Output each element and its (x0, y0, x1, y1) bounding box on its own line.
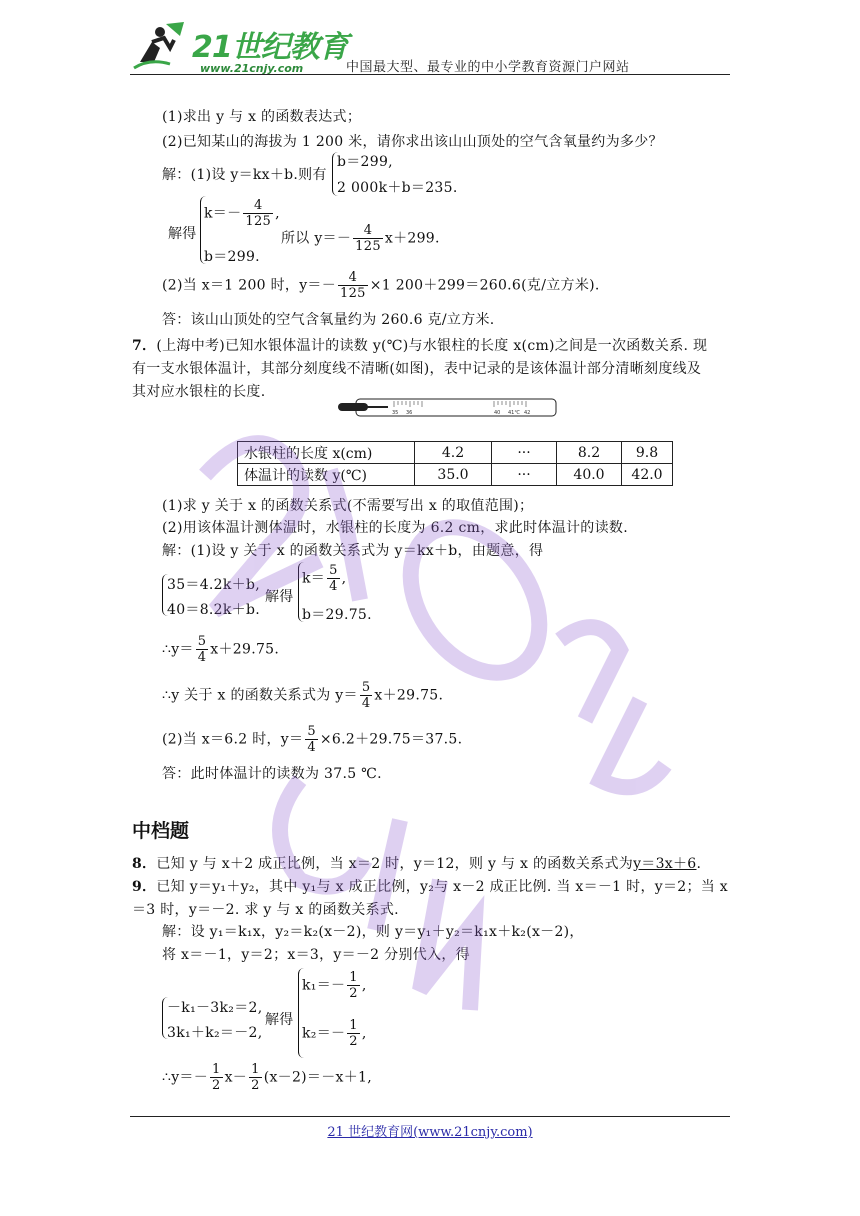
p7-line2: 有一支水银体温计，其部分刻度线不清晰(如图)，表中记录的是该体温计部分清晰刻度线及 (132, 361, 702, 377)
p9-k1-value: k₁＝－ $\frac{1}{2}$ , (302, 970, 367, 1001)
fraction: $\frac{5}{4}$ (329, 563, 338, 594)
data-table (237, 441, 673, 486)
p9-solution-2: 将 x＝－1，y＝2；x＝3，y＝－2 分别代入，得 (162, 947, 470, 963)
p6-solution-intro: 解：(1)设 y＝kx＋b.则有 (162, 167, 327, 183)
p6-part2: (2)当 x＝1 200 时，y＝－ $\frac{4}{125}$ ×1 200＋299＝260.6(克/立方米). (162, 270, 600, 301)
thermo-label-36: 36 (406, 410, 413, 416)
p6-b-value: b＝299. (204, 249, 260, 265)
p7-answer: 答：此时体温计的读数为 37.5 ℃. (162, 766, 382, 782)
fraction: $\frac{5}{4}$ (307, 724, 316, 755)
fraction: $\frac{4}{125}$ (355, 223, 381, 254)
logo-url: www.21cnjy.com (200, 62, 304, 75)
table-header-cell: 水银柱的长度 x(cm) (238, 442, 415, 464)
table-cell: 4.2 (415, 442, 492, 464)
thermo-label-40: 40 (494, 410, 501, 416)
table-header-cell: 体温计的读数 y(℃) (238, 464, 415, 486)
p7-k-value: k＝ $\frac{5}{4}$ , (302, 563, 347, 594)
header-divider (130, 74, 730, 75)
fraction: $\frac{1}{2}$ (212, 1062, 221, 1093)
footer-divider (130, 1116, 730, 1117)
p8-line: 8．已知 y 与 x＋2 成正比例，当 x＝2 时，y＝12，则 y 与 x 的函数关系式为y＝3x＋6. (132, 856, 702, 872)
p7-b-value: b＝29.75. (302, 607, 372, 623)
fraction: $\frac{5}{4}$ (197, 634, 207, 665)
p7-therefore-2: ∴y 关于 x 的函数关系式为 y＝ $\frac{5}{4}$ x＋29.75. (162, 680, 444, 711)
header-slogan: 中国最大型、最专业的中小学教育资源门户网站 (346, 60, 630, 75)
thermometer-figure (336, 396, 558, 420)
p9-sys-eq2: 3k₁＋k₂＝－2, (167, 1025, 263, 1041)
p8-answer: y＝3x＋6 (633, 856, 697, 872)
p9-solve-label: 解得 (265, 1012, 294, 1028)
p9-solution-1: 解：设 y₁＝k₁x，y₂＝k₂(x－2)，则 y＝y₁＋y₂＝k₁x＋k₂(x－2)， (162, 924, 584, 940)
p7-sys-eq1: 35＝4.2k＋b, (167, 577, 260, 593)
table-cell: 35.0 (415, 464, 492, 486)
p7-solution-intro: 解：(1)设 y 关于 x 的函数关系式为 y＝kx＋b，由题意，得 (162, 543, 544, 559)
fraction: $\frac{1}{2}$ (251, 1062, 260, 1093)
section-title: 中档题 (132, 820, 190, 842)
table-row (238, 464, 673, 486)
table-cell: ··· (492, 464, 557, 486)
p6-k-value: k＝－ $\frac{4}{125}$ , (204, 198, 280, 229)
p7-line1: 7．(上海中考)已知水银体温计的读数 y(℃)与水银柱的长度 x(cm)之间是一次函数关系. 现 (132, 338, 708, 354)
p7-question-2: (2)用该体温计测体温时，水银柱的长度为 6.2 cm，求此时体温计的读数. (162, 520, 628, 536)
logo-text: 21世纪教育 (192, 30, 348, 65)
p7-part2: (2)当 x＝6.2 时，y＝ $\frac{5}{4}$ ×6.2＋29.75＝37.5. (162, 724, 463, 755)
table-cell: 42.0 (622, 464, 673, 486)
fraction: $\frac{4}{125}$ (245, 198, 272, 229)
p9-k2-value: k₂＝－ $\frac{1}{2}$ , (302, 1018, 367, 1049)
thermo-label-35: 35 (392, 410, 399, 416)
p7-solve-label: 解得 (265, 589, 294, 605)
p6-answer: 答：该山山顶处的空气含氧量约为 260.6 克/立方米. (162, 312, 495, 328)
table-cell: ··· (492, 442, 557, 464)
p9-line1: 9．已知 y＝y₁＋y₂，其中 y₁与 x 成正比例，y₂与 x－2 成正比例. 当 x＝－1 时，y＝2；当 x (132, 879, 729, 895)
thermo-label-42: 42 (524, 410, 531, 416)
p7-therefore-1: ∴y＝ $\frac{5}{4}$ x＋29.75. (162, 634, 280, 665)
p7-line3: 其对应水银柱的长度. (132, 384, 266, 400)
table-cell: 8.2 (557, 442, 622, 464)
fraction: $\frac{1}{2}$ (349, 970, 358, 1001)
table-cell: 40.0 (557, 464, 622, 486)
p9-line2: ＝3 时，y＝－2. 求 y 与 x 的函数关系式. (132, 902, 399, 918)
p6-question-2: (2)已知某山的海拔为 1 200 米，请你求出该山山顶处的空气含氧量约为多少？ (162, 134, 663, 150)
footer-link[interactable]: 21 世纪教育网(www.21cnjy.com) (327, 1125, 533, 1140)
p9-final: ∴y＝－ $\frac{1}{2}$ x－ $\frac{1}{2}$ (x－2)＝－x＋1, (162, 1062, 372, 1093)
table-cell: 9.8 (622, 442, 673, 464)
fraction: $\frac{1}{2}$ (349, 1018, 358, 1049)
p7-question-1: (1)求 y 关于 x 的函数关系式(不需要写出 x 的取值范围)； (162, 498, 534, 514)
p6-so-expression: 所以 y＝－ $\frac{4}{125}$ x＋299. (281, 223, 440, 254)
thermo-label-41: 41℃ (508, 410, 520, 416)
fraction: $\frac{4}{125}$ (340, 270, 366, 301)
site-logo[interactable] (130, 18, 348, 76)
p6-sys-eq2: 2 000k＋b＝235. (337, 180, 458, 196)
p7-sys-eq2: 40＝8.2k＋b. (167, 602, 260, 618)
p6-sys-eq1: b＝299, (337, 154, 393, 170)
fraction: $\frac{5}{4}$ (361, 680, 371, 711)
p6-question-1: (1)求出 y 与 x 的函数表达式； (162, 109, 362, 125)
table-row (238, 442, 673, 464)
p6-solve-label: 解得 (168, 226, 197, 242)
p9-sys-eq1: －k₁－3k₂＝2, (167, 1000, 263, 1016)
